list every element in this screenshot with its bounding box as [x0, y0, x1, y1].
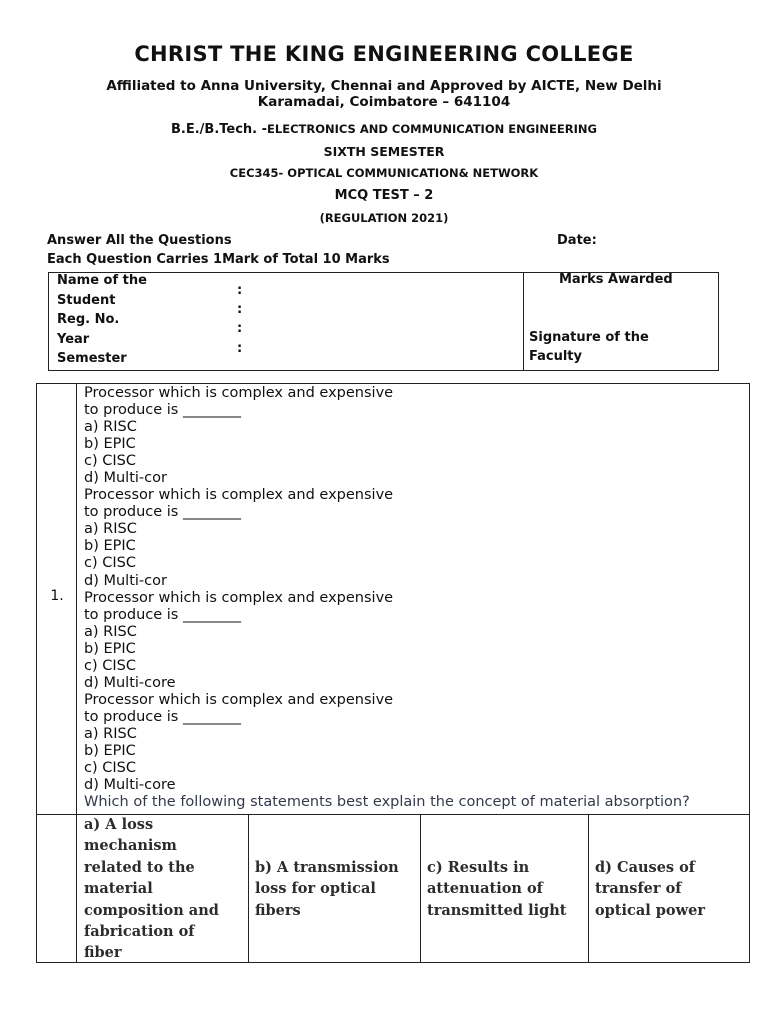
instruction-marks: Each Question Carries 1Mark of Total 10 Marks [47, 252, 390, 267]
regulation: (REGULATION 2021) [319, 211, 449, 225]
option-a-line: composition and [84, 901, 219, 919]
colon: : [237, 341, 243, 356]
instruction-answer-all: Answer All the Questions [47, 233, 232, 248]
question-line: to produce is ________ [84, 606, 241, 623]
semester: SIXTH SEMESTER [323, 144, 445, 159]
question-line: to produce is ________ [84, 504, 241, 521]
question-line: b) EPIC [84, 742, 136, 759]
label-name-of-the: Name of the [57, 273, 147, 288]
degree: B.E./B.Tech. - [171, 122, 268, 137]
question-text [84, 385, 690, 811]
signature-label-line-2: Faculty [529, 349, 582, 364]
label-semester: Semester [57, 351, 127, 366]
option-a-line: fabrication of [84, 923, 195, 941]
question-line: a) RISC [84, 521, 137, 538]
option-c [427, 857, 567, 921]
option-c-line: attenuation of [427, 880, 543, 898]
option-b-line: fibers [255, 901, 301, 919]
option-a-line: related to the [84, 858, 195, 876]
subject: CEC345- OPTICAL COMMUNICATION& NETWORK [229, 166, 539, 180]
option-a-line: mechanism [84, 837, 177, 855]
question-line: c) CISC [84, 453, 136, 470]
info-divider [523, 273, 524, 370]
question-line: c) CISC [84, 657, 136, 674]
department: ELECTRONICS AND COMMUNICATION ENGINEERING [267, 122, 597, 136]
colon: : [237, 283, 243, 298]
question-line: to produce is ________ [84, 708, 241, 725]
label-student: Student [57, 292, 116, 308]
question-line: to produce is ________ [84, 402, 241, 419]
option-b-line: b) A transmission [255, 859, 399, 876]
number-column-divider [76, 384, 77, 962]
affiliation-line-1: Affiliated to Anna University, Chennai and Approved by AICTE, New Delhi [106, 78, 662, 94]
option-divider [420, 814, 421, 962]
label-year: Year [57, 331, 90, 347]
affiliation [0, 78, 768, 110]
marks-awarded-label: Marks Awarded [559, 272, 673, 287]
option-a [84, 814, 219, 964]
question-line: d) Multi-cor [84, 470, 167, 487]
question-line: a) RISC [84, 419, 137, 436]
question-line: d) Multi-cor [84, 572, 167, 589]
colon: : [237, 302, 243, 317]
option-b [255, 857, 399, 921]
option-divider [588, 814, 589, 962]
option-divider [248, 814, 249, 962]
signature-label-line-1: Signature of the [529, 330, 649, 345]
option-d-line: optical power [595, 901, 705, 919]
question-line: Processor which is complex and expensive [84, 385, 394, 401]
question-line: Processor which is complex and expensive [84, 589, 394, 606]
question-line: c) CISC [84, 555, 136, 572]
option-b-line: loss for optical [255, 880, 376, 898]
question-table [36, 383, 750, 963]
question-number: 1. [50, 588, 64, 604]
question-line: c) CISC [84, 760, 136, 777]
option-a-line: material [84, 880, 153, 898]
question-line: b) EPIC [84, 436, 136, 453]
student-info-table [48, 272, 719, 371]
question-line: b) EPIC [84, 640, 136, 657]
date-label: Date: [557, 233, 597, 248]
test-title: MCQ TEST – 2 [334, 188, 434, 203]
question-line: a) RISC [84, 623, 137, 640]
question-line: Processor which is complex and expensive [84, 487, 394, 504]
question-line: d) Multi-core [84, 777, 176, 794]
affiliation-line-2: Karamadai, Coimbatore – 641104 [257, 94, 511, 110]
colon: : [237, 321, 243, 336]
question-line: Processor which is complex and expensive [84, 691, 394, 708]
option-a-line: a) A loss [84, 816, 154, 833]
question-line: b) EPIC [84, 538, 136, 555]
option-c-line: c) Results in [427, 859, 530, 876]
label-reg-no: Reg. No. [57, 312, 120, 327]
course-line [0, 122, 768, 137]
college-name: CHRIST THE KING ENGINEERING COLLEGE [134, 42, 634, 66]
final-question: Which of the following statements best explain the concept of material absorption? [84, 794, 690, 811]
option-d [595, 857, 705, 921]
option-c-line: transmitted light [427, 901, 567, 919]
option-a-line: fiber [84, 944, 122, 962]
option-d-line: d) Causes of [595, 859, 696, 876]
option-d-line: transfer of [595, 880, 682, 898]
question-line: a) RISC [84, 725, 137, 742]
question-line: d) Multi-core [84, 674, 176, 691]
